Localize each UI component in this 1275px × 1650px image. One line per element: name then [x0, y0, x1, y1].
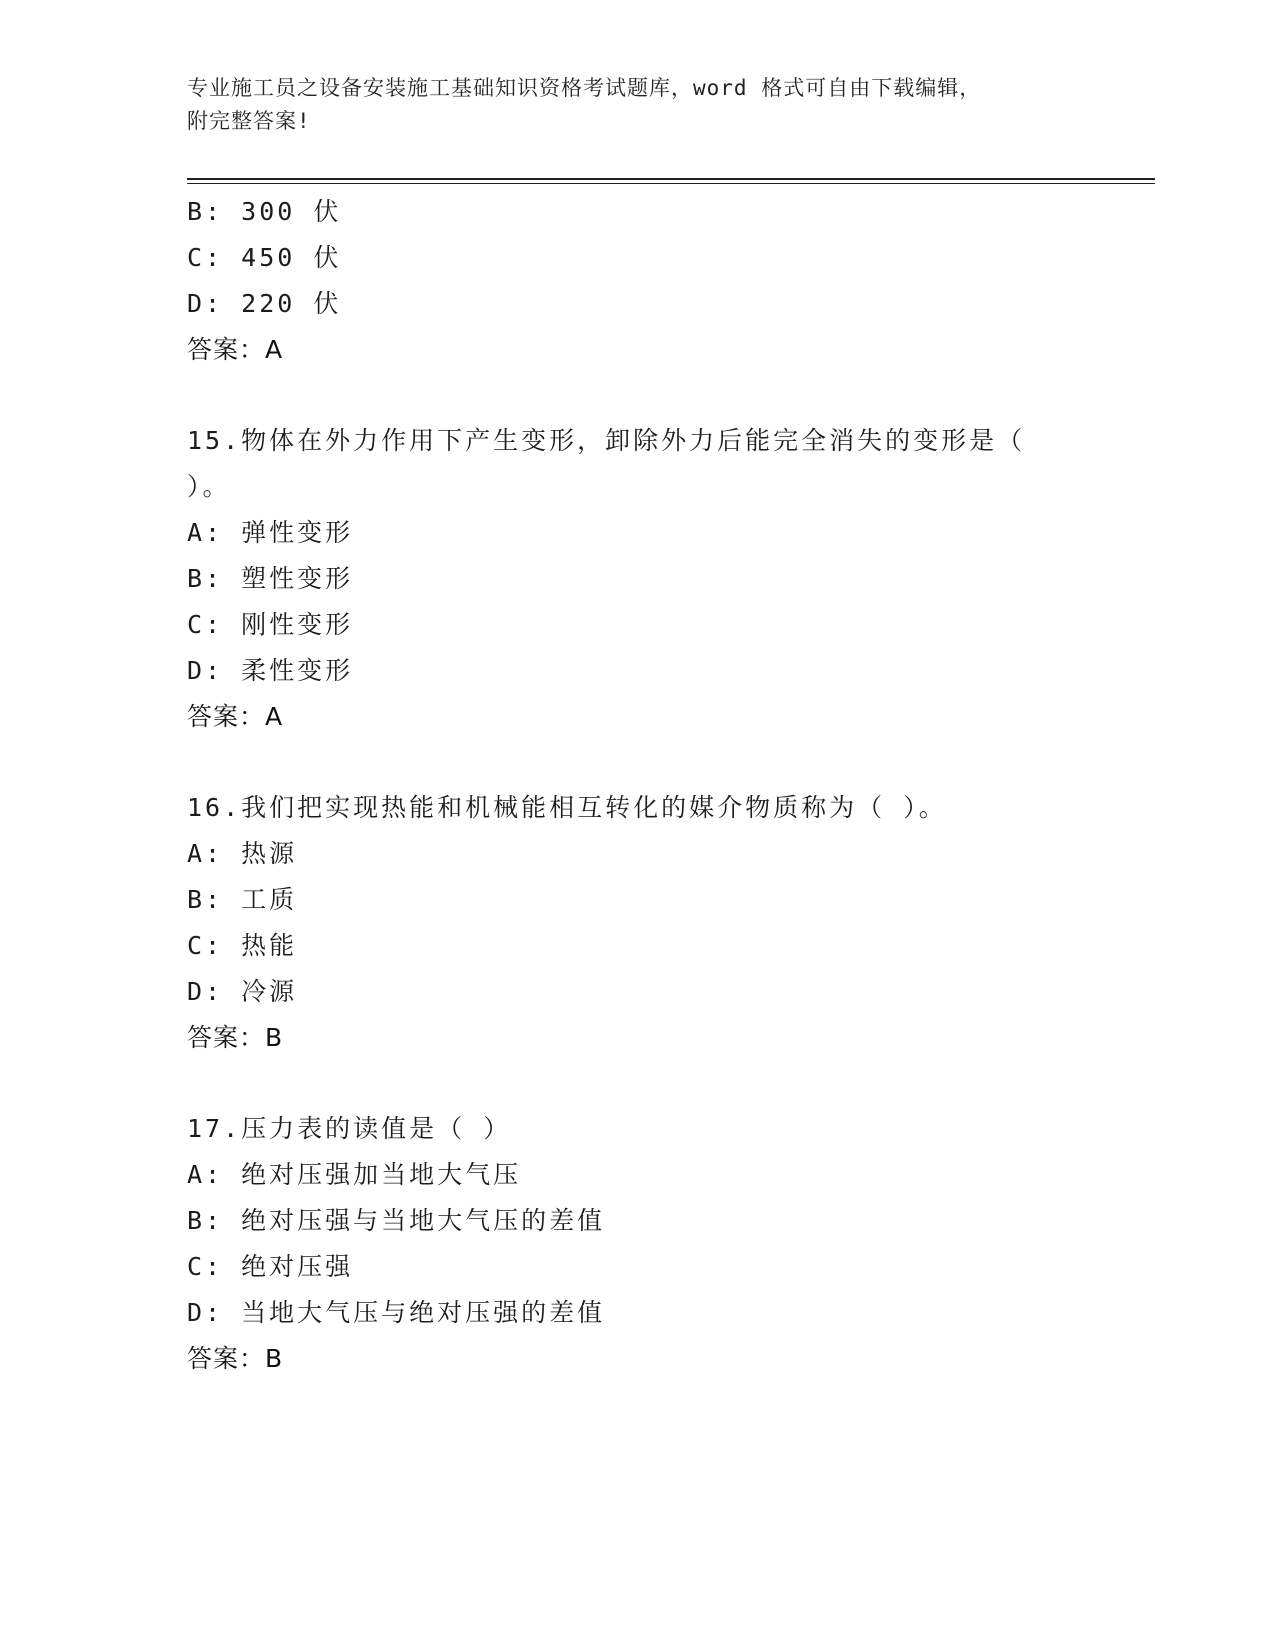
option-d: D: 当地大气压与绝对压强的差值 — [187, 1298, 606, 1327]
option-b: B: 300 伏 — [187, 197, 342, 226]
option-b: B: 工质 — [187, 885, 298, 914]
option-c: C: 热能 — [187, 931, 298, 960]
option-b: B: 绝对压强与当地大气压的差值 — [187, 1206, 606, 1235]
spacer — [187, 740, 1087, 785]
header-divider-thin — [187, 183, 1155, 184]
question-14-tail — [187, 189, 1087, 373]
option-a: A: 弹性变形 — [187, 518, 354, 547]
question-list — [187, 189, 1087, 1382]
option-b: B: 塑性变形 — [187, 564, 354, 593]
header-line-2: 附完整答案! — [187, 109, 311, 133]
question-text: 17.压力表的读值是（ ） — [187, 1114, 512, 1143]
spacer — [187, 1061, 1087, 1106]
option-d: D: 柔性变形 — [187, 656, 354, 685]
document-header — [187, 72, 1087, 138]
question-16 — [187, 785, 1087, 1061]
answer-line: 答案：A — [187, 335, 284, 364]
answer-line: 答案：B — [187, 1023, 284, 1052]
answer-line: 答案：A — [187, 702, 284, 731]
answer-line: 答案：B — [187, 1344, 284, 1373]
question-text: 16.我们把实现热能和机械能相互转化的媒介物质称为（ ）。 — [187, 793, 947, 822]
header-divider-thick — [187, 178, 1155, 180]
option-d: D: 220 伏 — [187, 289, 342, 318]
question-15 — [187, 418, 1087, 740]
option-d: D: 冷源 — [187, 977, 298, 1006]
option-c: C: 450 伏 — [187, 243, 342, 272]
question-text-continued: ）。 — [187, 472, 231, 501]
question-17 — [187, 1106, 1087, 1382]
option-a: A: 热源 — [187, 839, 298, 868]
question-text: 15.物体在外力作用下产生变形，卸除外力后能完全消失的变形是（ — [187, 426, 1026, 455]
option-a: A: 绝对压强加当地大气压 — [187, 1160, 522, 1189]
option-c: C: 刚性变形 — [187, 610, 354, 639]
header-line-1: 专业施工员之设备安装施工基础知识资格考试题库，word 格式可自由下载编辑， — [187, 76, 982, 100]
spacer — [187, 373, 1087, 418]
option-c: C: 绝对压强 — [187, 1252, 354, 1281]
